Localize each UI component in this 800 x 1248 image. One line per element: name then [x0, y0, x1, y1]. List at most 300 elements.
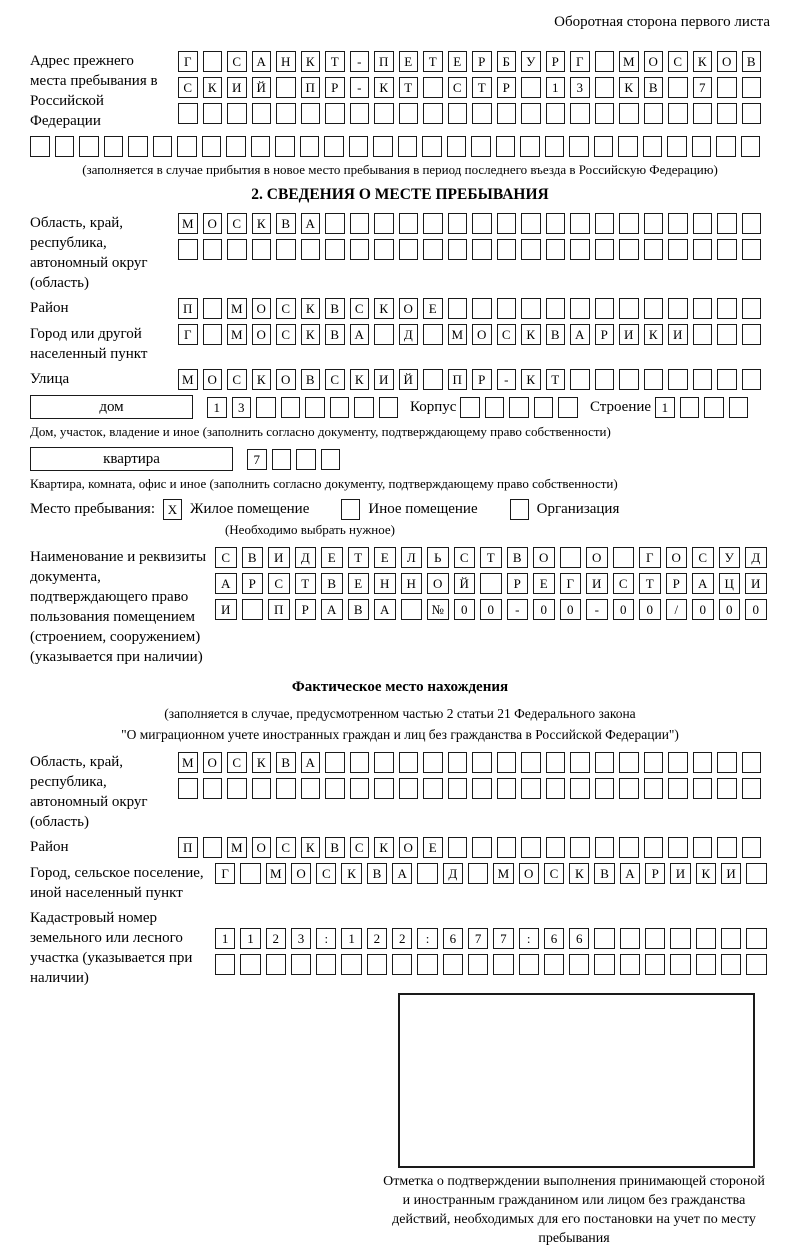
char-box[interactable] — [316, 954, 336, 975]
char-box[interactable]: 1 — [655, 397, 675, 418]
char-box[interactable] — [423, 103, 443, 124]
char-box[interactable]: Д — [399, 324, 419, 345]
char-box[interactable] — [645, 928, 665, 949]
char-box[interactable] — [202, 136, 222, 157]
char-box[interactable]: С — [692, 547, 714, 568]
char-box[interactable]: 6 — [569, 928, 589, 949]
char-box[interactable]: В — [742, 51, 762, 72]
char-box[interactable]: 0 — [560, 599, 582, 620]
char-box[interactable]: П — [374, 51, 394, 72]
char-box[interactable] — [203, 298, 223, 319]
char-box[interactable]: М — [227, 298, 247, 319]
char-box[interactable]: О — [252, 324, 272, 345]
char-box[interactable] — [203, 778, 223, 799]
char-box[interactable] — [668, 77, 688, 98]
char-box[interactable]: Г — [639, 547, 661, 568]
char-box[interactable] — [281, 397, 301, 418]
char-box[interactable]: : — [316, 928, 336, 949]
char-box[interactable]: К — [644, 324, 664, 345]
char-box[interactable]: А — [692, 573, 714, 594]
char-box[interactable]: - — [586, 599, 608, 620]
char-box[interactable] — [325, 239, 345, 260]
char-box[interactable] — [227, 103, 247, 124]
char-box[interactable] — [742, 369, 762, 390]
char-box[interactable]: Т — [399, 77, 419, 98]
char-box[interactable] — [619, 369, 639, 390]
char-box[interactable]: В — [325, 298, 345, 319]
char-box[interactable] — [546, 213, 566, 234]
char-box[interactable]: К — [252, 369, 272, 390]
char-box[interactable]: 2 — [367, 928, 387, 949]
char-box[interactable] — [79, 136, 99, 157]
char-box[interactable] — [716, 136, 736, 157]
char-box[interactable]: Р — [242, 573, 264, 594]
char-box[interactable] — [497, 752, 517, 773]
char-box[interactable]: Е — [423, 298, 443, 319]
char-box[interactable] — [324, 136, 344, 157]
char-box[interactable]: В — [546, 324, 566, 345]
char-box[interactable] — [471, 136, 491, 157]
char-box[interactable] — [667, 136, 687, 157]
char-box[interactable]: С — [454, 547, 476, 568]
char-box[interactable]: - — [350, 77, 370, 98]
char-box[interactable] — [203, 51, 223, 72]
char-box[interactable]: В — [594, 863, 614, 884]
char-box[interactable]: Б — [497, 51, 517, 72]
char-box[interactable]: Й — [252, 77, 272, 98]
char-box[interactable] — [534, 397, 554, 418]
char-box[interactable]: В — [242, 547, 264, 568]
char-box[interactable] — [497, 778, 517, 799]
char-box[interactable] — [645, 954, 665, 975]
char-box[interactable]: 7 — [468, 928, 488, 949]
char-box[interactable] — [594, 928, 614, 949]
char-box[interactable] — [251, 136, 271, 157]
char-box[interactable]: А — [301, 213, 321, 234]
char-box[interactable] — [619, 239, 639, 260]
char-box[interactable]: Р — [507, 573, 529, 594]
char-box[interactable] — [373, 136, 393, 157]
char-box[interactable]: Р — [472, 369, 492, 390]
char-box[interactable] — [742, 213, 762, 234]
char-box[interactable] — [693, 298, 713, 319]
char-box[interactable] — [296, 449, 316, 470]
char-box[interactable] — [595, 51, 615, 72]
char-box[interactable] — [693, 103, 713, 124]
char-box[interactable] — [619, 298, 639, 319]
apartment-type-field[interactable]: квартира — [30, 447, 233, 471]
char-box[interactable]: С — [215, 547, 237, 568]
char-box[interactable]: В — [276, 752, 296, 773]
char-box[interactable] — [717, 77, 737, 98]
char-box[interactable]: С — [668, 51, 688, 72]
char-box[interactable] — [203, 837, 223, 858]
char-box[interactable] — [729, 397, 749, 418]
char-box[interactable]: Т — [423, 51, 443, 72]
char-box[interactable]: А — [392, 863, 412, 884]
char-box[interactable] — [644, 752, 664, 773]
char-box[interactable]: Т — [295, 573, 317, 594]
char-box[interactable]: Д — [443, 863, 463, 884]
char-box[interactable] — [226, 136, 246, 157]
char-box[interactable]: М — [493, 863, 513, 884]
char-box[interactable]: Ь — [427, 547, 449, 568]
char-box[interactable]: 7 — [493, 928, 513, 949]
char-box[interactable] — [746, 863, 766, 884]
char-box[interactable] — [595, 239, 615, 260]
char-box[interactable]: К — [301, 837, 321, 858]
char-box[interactable] — [203, 103, 223, 124]
char-box[interactable]: 1 — [341, 928, 361, 949]
char-box[interactable] — [472, 837, 492, 858]
char-box[interactable] — [252, 103, 272, 124]
char-box[interactable]: 0 — [745, 599, 767, 620]
char-box[interactable] — [423, 752, 443, 773]
char-box[interactable]: Г — [178, 51, 198, 72]
char-box[interactable] — [670, 928, 690, 949]
char-box[interactable] — [668, 837, 688, 858]
char-box[interactable]: М — [178, 752, 198, 773]
char-box[interactable] — [670, 954, 690, 975]
char-box[interactable] — [521, 213, 541, 234]
char-box[interactable] — [399, 103, 419, 124]
char-box[interactable] — [399, 239, 419, 260]
char-box[interactable] — [570, 103, 590, 124]
char-box[interactable]: 1 — [546, 77, 566, 98]
char-box[interactable] — [300, 136, 320, 157]
char-box[interactable] — [401, 599, 423, 620]
char-box[interactable]: Е — [448, 51, 468, 72]
char-box[interactable]: 0 — [613, 599, 635, 620]
char-box[interactable] — [497, 213, 517, 234]
char-box[interactable] — [350, 213, 370, 234]
char-box[interactable]: А — [252, 51, 272, 72]
char-box[interactable] — [341, 954, 361, 975]
char-box[interactable]: К — [374, 837, 394, 858]
char-box[interactable]: К — [569, 863, 589, 884]
char-box[interactable] — [644, 298, 664, 319]
char-box[interactable] — [374, 778, 394, 799]
char-box[interactable] — [227, 778, 247, 799]
checkbox-organization[interactable] — [510, 499, 529, 520]
char-box[interactable] — [741, 136, 761, 157]
char-box[interactable]: 3 — [570, 77, 590, 98]
char-box[interactable] — [717, 213, 737, 234]
char-box[interactable] — [447, 136, 467, 157]
char-box[interactable]: В — [325, 837, 345, 858]
char-box[interactable] — [153, 136, 173, 157]
char-box[interactable]: 0 — [454, 599, 476, 620]
char-box[interactable] — [177, 136, 197, 157]
char-box[interactable]: А — [301, 752, 321, 773]
char-box[interactable] — [448, 778, 468, 799]
char-box[interactable]: В — [276, 213, 296, 234]
char-box[interactable]: О — [291, 863, 311, 884]
char-box[interactable] — [203, 239, 223, 260]
char-box[interactable] — [570, 752, 590, 773]
char-box[interactable]: А — [374, 599, 396, 620]
char-box[interactable] — [569, 954, 589, 975]
char-box[interactable] — [423, 239, 443, 260]
char-box[interactable]: О — [644, 51, 664, 72]
char-box[interactable] — [330, 397, 350, 418]
char-box[interactable]: С — [227, 752, 247, 773]
char-box[interactable] — [350, 752, 370, 773]
char-box[interactable] — [521, 837, 541, 858]
char-box[interactable] — [570, 298, 590, 319]
char-box[interactable]: С — [350, 837, 370, 858]
char-box[interactable] — [644, 239, 664, 260]
char-box[interactable]: Р — [497, 77, 517, 98]
char-box[interactable]: П — [178, 837, 198, 858]
char-box[interactable]: А — [620, 863, 640, 884]
char-box[interactable] — [545, 136, 565, 157]
char-box[interactable] — [448, 752, 468, 773]
char-box[interactable] — [717, 778, 737, 799]
char-box[interactable] — [546, 778, 566, 799]
char-box[interactable]: К — [374, 298, 394, 319]
char-box[interactable] — [276, 103, 296, 124]
char-box[interactable] — [644, 103, 664, 124]
char-box[interactable]: М — [448, 324, 468, 345]
char-box[interactable] — [472, 752, 492, 773]
char-box[interactable]: С — [178, 77, 198, 98]
char-box[interactable] — [594, 136, 614, 157]
char-box[interactable] — [668, 103, 688, 124]
char-box[interactable]: М — [227, 324, 247, 345]
char-box[interactable] — [696, 954, 716, 975]
char-box[interactable]: И — [227, 77, 247, 98]
char-box[interactable] — [742, 837, 762, 858]
char-box[interactable] — [595, 778, 615, 799]
char-box[interactable]: М — [227, 837, 247, 858]
char-box[interactable]: В — [507, 547, 529, 568]
char-box[interactable]: Н — [276, 51, 296, 72]
char-box[interactable] — [448, 239, 468, 260]
char-box[interactable]: У — [521, 51, 541, 72]
char-box[interactable]: А — [570, 324, 590, 345]
char-box[interactable]: О — [203, 369, 223, 390]
char-box[interactable]: 7 — [247, 449, 267, 470]
char-box[interactable] — [696, 928, 716, 949]
char-box[interactable] — [595, 103, 615, 124]
char-box[interactable] — [423, 778, 443, 799]
checkbox-other-premises[interactable] — [341, 499, 360, 520]
char-box[interactable] — [399, 778, 419, 799]
char-box[interactable] — [325, 778, 345, 799]
char-box[interactable] — [595, 213, 615, 234]
char-box[interactable] — [668, 239, 688, 260]
char-box[interactable] — [546, 298, 566, 319]
char-box[interactable]: 0 — [533, 599, 555, 620]
char-box[interactable] — [521, 239, 541, 260]
char-box[interactable] — [644, 778, 664, 799]
char-box[interactable]: С — [497, 324, 517, 345]
char-box[interactable]: В — [348, 599, 370, 620]
char-box[interactable] — [693, 837, 713, 858]
char-box[interactable]: Р — [546, 51, 566, 72]
char-box[interactable]: П — [301, 77, 321, 98]
char-box[interactable]: С — [276, 324, 296, 345]
char-box[interactable]: С — [325, 369, 345, 390]
char-box[interactable] — [521, 298, 541, 319]
char-box[interactable] — [570, 213, 590, 234]
char-box[interactable] — [374, 239, 394, 260]
char-box[interactable] — [693, 369, 713, 390]
char-box[interactable]: К — [301, 51, 321, 72]
char-box[interactable]: Ц — [719, 573, 741, 594]
char-box[interactable]: О — [203, 752, 223, 773]
char-box[interactable]: Е — [374, 547, 396, 568]
char-box[interactable] — [30, 136, 50, 157]
char-box[interactable] — [497, 837, 517, 858]
char-box[interactable]: К — [301, 324, 321, 345]
char-box[interactable] — [613, 547, 635, 568]
char-box[interactable] — [619, 103, 639, 124]
char-box[interactable]: В — [367, 863, 387, 884]
char-box[interactable] — [374, 324, 394, 345]
char-box[interactable] — [301, 239, 321, 260]
char-box[interactable]: С — [448, 77, 468, 98]
char-box[interactable]: Р — [325, 77, 345, 98]
char-box[interactable] — [746, 928, 766, 949]
char-box[interactable] — [472, 778, 492, 799]
char-box[interactable]: О — [399, 837, 419, 858]
char-box[interactable] — [374, 213, 394, 234]
char-box[interactable] — [693, 213, 713, 234]
char-box[interactable]: - — [507, 599, 529, 620]
char-box[interactable] — [399, 752, 419, 773]
char-box[interactable] — [321, 449, 341, 470]
char-box[interactable] — [272, 449, 292, 470]
char-box[interactable] — [301, 778, 321, 799]
char-box[interactable] — [240, 954, 260, 975]
char-box[interactable]: У — [719, 547, 741, 568]
char-box[interactable]: С — [350, 298, 370, 319]
char-box[interactable]: П — [448, 369, 468, 390]
char-box[interactable] — [468, 863, 488, 884]
char-box[interactable] — [680, 397, 700, 418]
char-box[interactable]: О — [427, 573, 449, 594]
char-box[interactable]: Т — [472, 77, 492, 98]
char-box[interactable]: К — [301, 298, 321, 319]
char-box[interactable]: Е — [399, 51, 419, 72]
char-box[interactable]: О — [666, 547, 688, 568]
char-box[interactable] — [472, 298, 492, 319]
char-box[interactable] — [643, 136, 663, 157]
char-box[interactable] — [546, 239, 566, 260]
char-box[interactable]: Е — [423, 837, 443, 858]
char-box[interactable] — [742, 298, 762, 319]
char-box[interactable]: С — [544, 863, 564, 884]
char-box[interactable]: С — [227, 51, 247, 72]
char-box[interactable] — [742, 324, 762, 345]
char-box[interactable] — [521, 752, 541, 773]
char-box[interactable] — [443, 954, 463, 975]
char-box[interactable]: К — [203, 77, 223, 98]
char-box[interactable]: С — [227, 369, 247, 390]
char-box[interactable]: К — [252, 752, 272, 773]
char-box[interactable] — [305, 397, 325, 418]
char-box[interactable] — [644, 837, 664, 858]
char-box[interactable] — [595, 77, 615, 98]
char-box[interactable] — [619, 752, 639, 773]
char-box[interactable] — [546, 103, 566, 124]
char-box[interactable] — [521, 77, 541, 98]
char-box[interactable]: / — [666, 599, 688, 620]
char-box[interactable]: Г — [560, 573, 582, 594]
char-box[interactable]: 2 — [266, 928, 286, 949]
char-box[interactable] — [717, 837, 737, 858]
char-box[interactable] — [519, 954, 539, 975]
char-box[interactable]: Т — [546, 369, 566, 390]
char-box[interactable]: Й — [454, 573, 476, 594]
char-box[interactable] — [668, 369, 688, 390]
char-box[interactable] — [472, 239, 492, 260]
char-box[interactable] — [570, 239, 590, 260]
char-box[interactable] — [570, 369, 590, 390]
char-box[interactable] — [668, 778, 688, 799]
char-box[interactable] — [266, 954, 286, 975]
char-box[interactable] — [398, 136, 418, 157]
char-box[interactable] — [128, 136, 148, 157]
char-box[interactable] — [644, 213, 664, 234]
char-box[interactable]: 3 — [232, 397, 252, 418]
char-box[interactable]: В — [325, 324, 345, 345]
char-box[interactable] — [558, 397, 578, 418]
char-box[interactable]: Й — [399, 369, 419, 390]
char-box[interactable] — [472, 213, 492, 234]
char-box[interactable] — [252, 778, 272, 799]
char-box[interactable] — [570, 778, 590, 799]
char-box[interactable] — [521, 103, 541, 124]
char-box[interactable]: К — [252, 213, 272, 234]
char-box[interactable] — [325, 213, 345, 234]
char-box[interactable]: Е — [321, 547, 343, 568]
char-box[interactable]: 1 — [240, 928, 260, 949]
char-box[interactable] — [276, 239, 296, 260]
char-box[interactable] — [468, 954, 488, 975]
char-box[interactable] — [379, 397, 399, 418]
char-box[interactable]: И — [668, 324, 688, 345]
char-box[interactable] — [325, 103, 345, 124]
char-box[interactable]: Р — [472, 51, 492, 72]
char-box[interactable]: И — [721, 863, 741, 884]
char-box[interactable]: К — [619, 77, 639, 98]
char-box[interactable]: 3 — [291, 928, 311, 949]
char-box[interactable]: 0 — [639, 599, 661, 620]
char-box[interactable] — [520, 136, 540, 157]
char-box[interactable]: К — [521, 369, 541, 390]
char-box[interactable]: Р — [295, 599, 317, 620]
char-box[interactable] — [497, 298, 517, 319]
char-box[interactable]: К — [521, 324, 541, 345]
char-box[interactable] — [178, 103, 198, 124]
char-box[interactable]: И — [619, 324, 639, 345]
char-box[interactable] — [717, 239, 737, 260]
char-box[interactable] — [560, 547, 582, 568]
char-box[interactable] — [242, 599, 264, 620]
char-box[interactable]: 1 — [207, 397, 227, 418]
char-box[interactable]: Т — [325, 51, 345, 72]
char-box[interactable] — [668, 752, 688, 773]
char-box[interactable] — [570, 837, 590, 858]
house-type-field[interactable]: дом — [30, 395, 193, 419]
char-box[interactable] — [256, 397, 276, 418]
char-box[interactable]: Т — [639, 573, 661, 594]
char-box[interactable]: № — [427, 599, 449, 620]
char-box[interactable] — [472, 103, 492, 124]
